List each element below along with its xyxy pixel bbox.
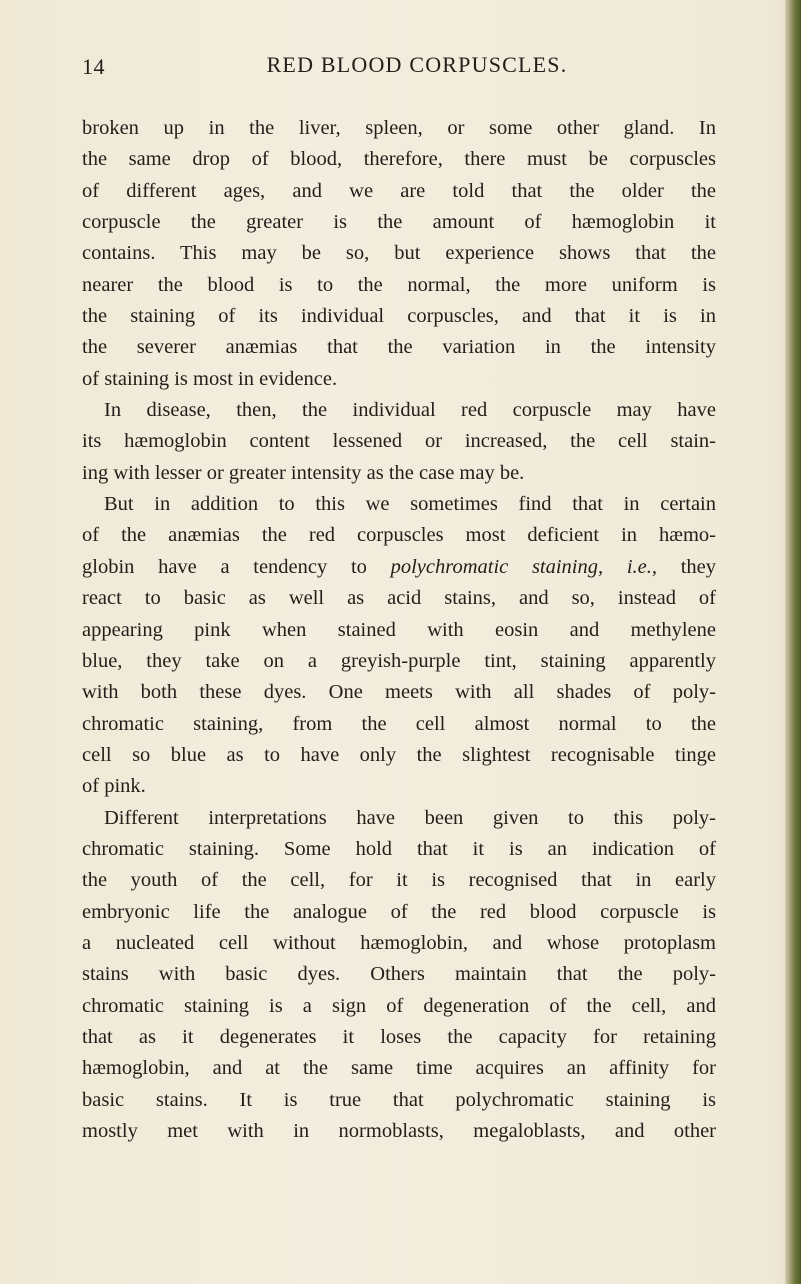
paragraph-end-line: ing with lesser or greater intensity as the case may be. <box>82 461 525 484</box>
page-number: 14 <box>82 54 105 79</box>
page-binding-edge <box>785 0 801 1284</box>
paragraph-start-line: Different interpretations have been given to this poly- <box>104 806 716 829</box>
text-line: react to basic as well as acid stains, and so, instead of <box>82 587 716 610</box>
text-line: of different ages, and we are told that the older the <box>82 179 716 202</box>
paragraph-end-line: of staining is most in evidence. <box>82 367 338 390</box>
paragraph-start-line: But in addition to this we sometimes find that in certain <box>104 493 716 516</box>
text-line: chromatic staining is a sign of degeneration of the cell, and <box>82 994 716 1017</box>
text-line: the severer anæmias that the variation in the intensity <box>82 336 716 359</box>
text-line: chromatic staining, from the cell almost normal to the <box>82 712 716 735</box>
text-line: the staining of its individual corpuscles, and that it is in <box>82 305 716 328</box>
text-line: of the anæmias the red corpuscles most deficient in hæmo- <box>82 524 716 547</box>
text-line-with-italic <box>82 552 716 583</box>
text-line: appearing pink when stained with eosin and methylene <box>82 618 716 641</box>
running-head <box>82 50 712 90</box>
text-line: embryonic life the analogue of the red blood corpuscle is <box>82 900 716 923</box>
text-line: a nucleated cell without hæmoglobin, and whose protoplasm <box>82 931 716 954</box>
paragraph-start-line: In disease, then, the individual red corpuscle may have <box>104 399 716 422</box>
paragraph-end-line: of pink. <box>82 775 146 798</box>
text-line: broken up in the liver, spleen, or some other gland. In <box>82 117 716 139</box>
text-line: that as it degenerates it loses the capacity for retaining <box>82 1025 716 1048</box>
body-text <box>82 113 716 1147</box>
text-line: the youth of the cell, for it is recognised that in early <box>82 869 716 892</box>
text-segment: globin have a tendency to <box>82 555 391 578</box>
text-line: chromatic staining. Some hold that it is an indication of <box>82 837 716 860</box>
text-line: mostly met with in normoblasts, megaloblasts, and other <box>82 1120 716 1142</box>
text-line: hæmoglobin, and at the same time acquires an affinity for <box>82 1057 716 1080</box>
text-line: nearer the blood is to the normal, the more uniform is <box>82 273 716 296</box>
text-segment: they <box>657 555 716 578</box>
text-line: cell so blue as to have only the slightest recognisable tinge <box>82 743 716 766</box>
text-line: corpuscle the greater is the amount of hæmoglobin it <box>82 211 716 234</box>
running-head-title: RED BLOOD CORPUSCLES. <box>266 52 568 77</box>
text-line: its hæmoglobin content lessened or increased, the cell stain- <box>82 430 716 453</box>
text-line: basic stains. It is true that polychromatic staining is <box>82 1088 716 1111</box>
text-line: the same drop of blood, therefore, there must be corpuscles <box>82 148 716 171</box>
text-line: contains. This may be so, but experience shows that the <box>82 242 716 265</box>
italic-term: polychromatic staining, i.e., <box>390 555 657 578</box>
text-line: stains with basic dyes. Others maintain that the poly- <box>82 963 716 986</box>
text-line: blue, they take on a greyish-purple tint, staining apparently <box>82 649 716 672</box>
text-line: with both these dyes. One meets with all shades of poly- <box>82 681 716 704</box>
